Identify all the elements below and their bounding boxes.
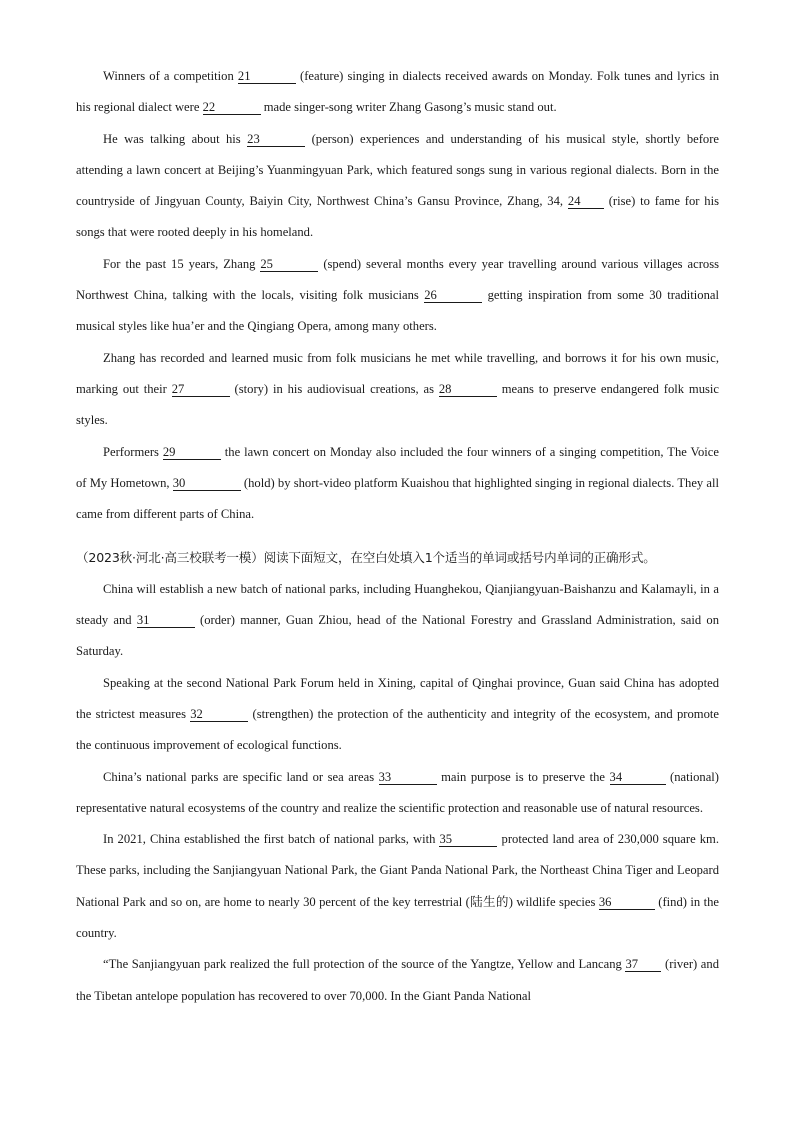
blank-32[interactable]: 32 [190, 707, 248, 721]
section-gap [76, 530, 719, 542]
text: (feature) singing in dialects received awards on Monday. Folk tunes and lyrics in his regional dialect were [76, 69, 719, 115]
text: “The Sanjiangyuan park realized the full protection of the source of the Yangtze, Yellow and Lancang [103, 957, 626, 972]
exercise-instructions: （2023秋·河北·高三校联考一模）阅读下面短文，在空白处填入1个适当的单词或括号内单词的正确形式。 [76, 550, 656, 566]
paragraph-9 [76, 824, 719, 949]
blank-27[interactable]: 27 [172, 382, 230, 396]
blank-29[interactable]: 29 [163, 445, 221, 459]
blank-21[interactable]: 21 [238, 69, 296, 83]
text: China will establish a new batch of national parks, including Huanghekou, Qianjiangyuan-Baishanzu and Kalamayli, in a steady and [76, 581, 719, 628]
paragraph-3 [76, 249, 719, 343]
text: main purpose is to preserve the [436, 769, 610, 784]
text: (story) in his audiovisual creations, as [229, 381, 439, 396]
text: He was talking about his [103, 131, 248, 146]
paragraph-10 [76, 949, 719, 1012]
blank-24[interactable]: 24 [568, 194, 604, 208]
text: China’s national parks are specific land or sea areas [103, 769, 379, 784]
blank-34[interactable]: 34 [610, 770, 666, 784]
text: For the past 15 years, Zhang [103, 256, 261, 271]
text: (national) representative natural ecosystems of the country and realize the scientific protection and reasonable use of natural resources. [76, 769, 720, 815]
blank-36[interactable]: 36 [599, 895, 655, 909]
paragraph-2 [76, 124, 719, 249]
text: (find) in the country. [76, 894, 719, 941]
text: (hold) by short-video platform Kuaishou that highlighted singing in regional dialects. They all came from different parts of China. [76, 475, 719, 522]
blank-26[interactable]: 26 [424, 288, 482, 302]
blank-28[interactable]: 28 [439, 382, 497, 396]
blank-23[interactable]: 23 [247, 132, 305, 146]
text: means to preserve endangered folk music styles. [76, 381, 719, 428]
text: (river) and the Tibetan antelope population has recovered to over 70,000. In the Giant Panda National [76, 957, 719, 1003]
text: (rise) to fame for his songs that were rooted deeply in his homeland. [76, 194, 719, 240]
paragraph-5 [76, 437, 719, 531]
text: (spend) several months every year travelling around various villages across Northwest China, talking with the locals, visiting folk musicians [76, 256, 719, 303]
text: Performers [103, 444, 163, 459]
text: (order) manner, Guan Zhiou, head of the National Forestry and Grassland Administration, said on Saturday. [76, 613, 719, 659]
blank-30[interactable]: 30 [173, 476, 241, 490]
paragraph-6 [76, 574, 719, 668]
text: protected land area of 230,000 square km. These parks, including the Sanjiangyuan National Park, the Giant Panda National Park, the Northeast China Tiger and Leopard National Park and so on, are home to nearly 30 percent of the key terrestrial (陆生的) wildlife species [76, 832, 719, 909]
text: made singer-song writer Zhang Gasong’s music stand out. [260, 100, 557, 115]
blank-37[interactable]: 37 [625, 957, 661, 971]
text: the lawn concert on Monday also included the four winners of a singing competition, The Voice of My Hometown, [76, 444, 719, 490]
text: Zhang has recorded and learned music from folk musicians he met while travelling, and borrows it for his own music, marking out their [76, 350, 719, 396]
paragraph-4 [76, 343, 719, 437]
paragraph-1 [76, 61, 719, 124]
blank-33[interactable]: 33 [379, 770, 437, 784]
text: (strengthen) the protection of the authenticity and integrity of the ecosystem, and promote the continuous improvement of ecological functions. [76, 706, 719, 753]
blank-35[interactable]: 35 [439, 832, 497, 846]
text: Winners of a competition [103, 69, 238, 83]
blank-22[interactable]: 22 [203, 100, 261, 114]
blank-31[interactable]: 31 [137, 613, 195, 627]
text: In 2021, China established the first batch of national parks, with [103, 832, 440, 847]
text: Speaking at the second National Park Forum held in Xining, capital of Qinghai province, Guan said China has adopted the strictest measures [76, 675, 719, 721]
text: (person) experiences and understanding of his musical style, shortly before attending a lawn concert at Beijing’s Yuanmingyuan Park, which featured songs sung in various regional dialects. Born in the countryside of Jingyuan County, Baiyin City, Northwest China’s Gansu Province, Zhang, 34, [76, 131, 719, 209]
paragraph-7 [76, 668, 719, 762]
paragraph-8 [76, 762, 719, 825]
text: getting inspiration from some 30 traditional musical styles like hua’er and the Qingiang Opera, among many others. [76, 288, 719, 334]
blank-25[interactable]: 25 [260, 257, 318, 271]
document-body [76, 61, 719, 1012]
